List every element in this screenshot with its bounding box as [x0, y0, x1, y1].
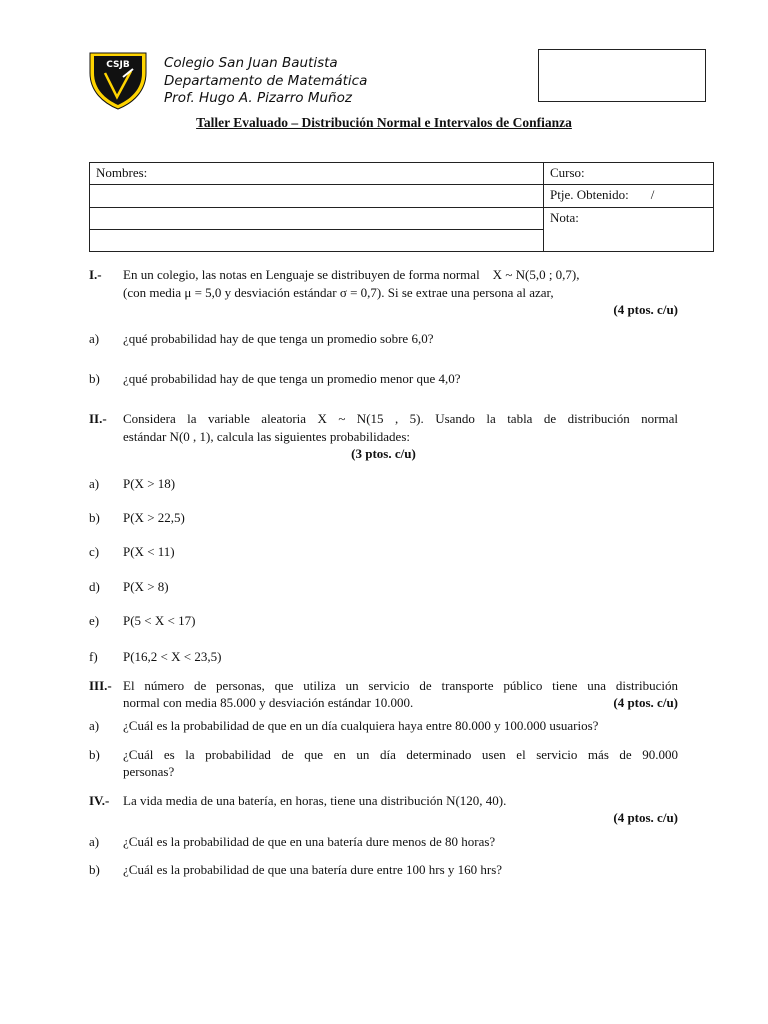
item-label: b) [89, 510, 100, 525]
nombres-line-2[interactable] [90, 185, 544, 207]
section-3-points: (4 ptos. c/u) [613, 695, 678, 710]
section-text-line: Considera la variable aleatoria X ~ N(15 , 5). Usando la tabla de distribución normal [123, 411, 678, 426]
item-text: P(5 < X < 17) [123, 613, 196, 628]
item-text: P(16,2 < X < 23,5) [123, 649, 222, 664]
nombres-line-4[interactable] [90, 229, 544, 251]
school-logo [87, 49, 149, 111]
item-label: f) [89, 649, 98, 664]
item-text: ¿Cuál es la probabilidad de que una batería dure entre 100 hrs y 160 hrs? [123, 862, 503, 877]
department-name: Departamento de Matemática [164, 72, 368, 89]
section-text-line: normal con media 85.000 y desviación estándar 10.000. [123, 695, 414, 710]
teacher-name: Prof. Hugo A. Pizarro Muñoz [164, 90, 352, 106]
section-number: I.- [89, 267, 102, 282]
item-text: ¿Cuál es la probabilidad de que en un día cualquiera haya entre 80.000 y 100.000 usuarios? [123, 718, 599, 733]
item-text: P(X > 22,5) [123, 510, 185, 525]
section-text-line: El número de personas, que utiliza un servicio de transporte público tiene una distribución [123, 678, 678, 693]
section-number: III.- [89, 678, 112, 693]
item-label: a) [89, 476, 100, 491]
page-title: Taller Evaluado – Distribución Normal e Intervalos de Confianza [196, 115, 572, 130]
item-label: e) [89, 613, 100, 628]
student-info-table [89, 162, 714, 252]
item-text: P(X < 11) [123, 544, 175, 559]
item-label: c) [89, 544, 100, 559]
item-text: ¿qué probabilidad hay de que tenga un promedio sobre 6,0? [123, 331, 434, 346]
logo-text: CSJB [106, 60, 130, 70]
puntaje-field[interactable] [544, 185, 714, 207]
item-label: b) [89, 862, 100, 877]
item-text: personas? [123, 764, 175, 779]
nota-field[interactable]: Nota: [544, 207, 714, 252]
item-label: d) [89, 579, 100, 594]
nombres-field[interactable]: Nombres: [90, 163, 544, 185]
section-number: II.- [89, 411, 107, 426]
item-text: P(X > 8) [123, 579, 169, 594]
item-text: ¿Cuál es la probabilidad de que en un día determinado usen el servicio más de 90.000 [123, 747, 678, 762]
item-label: b) [89, 747, 100, 762]
section-number: IV.- [89, 793, 110, 808]
item-text: ¿qué probabilidad hay de que tenga un promedio menor que 4,0? [123, 371, 461, 386]
header-block [164, 55, 367, 108]
puntaje-label: Ptje. Obtenido: [550, 187, 629, 203]
section-2-points: (3 ptos. c/u) [351, 446, 416, 461]
item-text: ¿Cuál es la probabilidad de que en una batería dure menos de 80 horas? [123, 834, 496, 849]
section-text-line: En un colegio, las notas en Lenguaje se distribuyen de forma normal X ~ N(5,0 ; 0,7), [123, 267, 580, 282]
section-text-line: La vida media de una batería, en horas, tiene una distribución N(120, 40). [123, 793, 507, 808]
item-text: P(X > 18) [123, 476, 176, 491]
nombres-line-3[interactable] [90, 207, 544, 229]
school-name: Colegio San Juan Bautista [164, 55, 338, 71]
section-4-points: (4 ptos. c/u) [613, 810, 678, 825]
puntaje-slash: / [650, 187, 655, 203]
item-label: a) [89, 718, 100, 733]
score-box[interactable] [538, 49, 706, 102]
curso-field[interactable]: Curso: [544, 163, 714, 185]
item-label: a) [89, 834, 100, 849]
item-label: b) [89, 371, 100, 386]
section-text-line: estándar N(0 , 1), calcula las siguientes probabilidades: [123, 429, 410, 444]
item-label: a) [89, 331, 100, 346]
section-1-points: (4 ptos. c/u) [613, 302, 678, 317]
section-text-line: (con media μ = 5,0 y desviación estándar σ = 0,7). Si se extrae una persona al azar, [123, 285, 554, 300]
